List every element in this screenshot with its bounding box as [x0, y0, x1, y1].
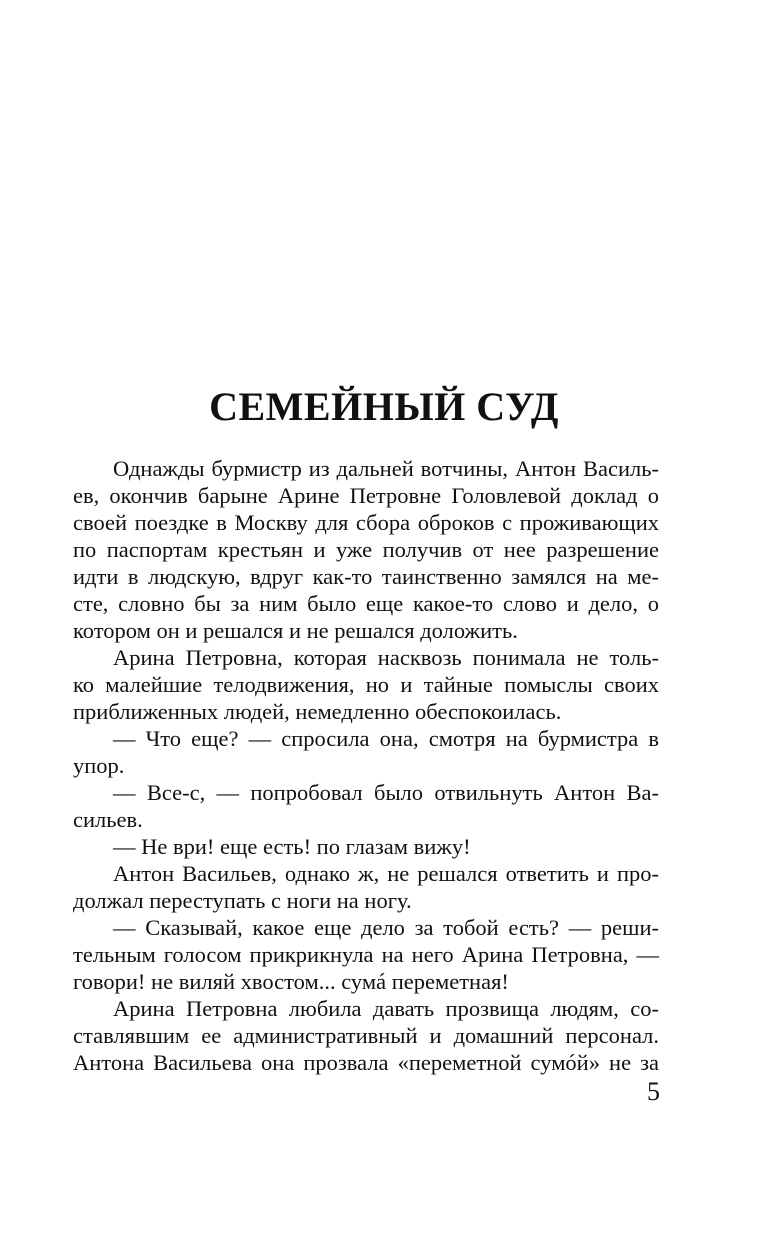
text-line: сте, словно бы за ним было еще какое-то слово и дело, о — [73, 591, 659, 616]
text-line: ко малейшие телодвижения, но и тайные помыслы своих — [73, 672, 659, 697]
text-line: говори! не виляй хвостом... сумá переметная! — [73, 969, 509, 994]
text-line: котором он и решался и не решался доложить. — [73, 618, 518, 643]
text-line: тельным голосом прикрикнула на него Арина Петровна, — — [73, 942, 659, 967]
text-line: приближенных людей, немедленно обеспокоилась. — [73, 699, 562, 724]
text-line: идти в людскую, вдруг как-то таинственно замялся на ме- — [73, 564, 659, 589]
text-line: ев, окончив барыне Арине Петровне Головлевой доклад о — [73, 483, 659, 508]
body-text — [73, 455, 659, 1076]
text-line: сильев. — [73, 807, 143, 832]
chapter-title: СЕМЕЙНЫЙ СУД — [209, 384, 559, 429]
text-line: — Сказывай, какое еще дело за тобой есть? — реши- — [113, 915, 659, 940]
text-line: Однажды бурмистр из дальней вотчины, Антон Василь- — [113, 456, 659, 481]
text-line: Антон Васильев, однако ж, не решался ответить и про- — [113, 861, 659, 886]
text-line: — Не ври! еще есть! по глазам вижу! — [113, 834, 471, 859]
text-line: должал переступать с ноги на ногу. — [73, 888, 412, 913]
text-line: ставлявшим ее административный и домашний персонал. — [73, 1023, 659, 1048]
text-line: своей поездке в Москву для сбора оброков с проживающих — [73, 510, 659, 535]
text-line: упор. — [73, 753, 125, 778]
text-line: по паспортам крестьян и уже получив от нее разрешение — [73, 537, 659, 562]
text-line: Антона Васильева она прозвала «переметной сумóй» не за — [73, 1050, 659, 1075]
text-line: — Все-с, — попробовал было отвильнуть Антон Ва- — [113, 780, 659, 805]
text-line: Арина Петровна любила давать прозвища людям, со- — [113, 996, 659, 1021]
text-line: Арина Петровна, которая насквозь понимала не толь- — [113, 645, 659, 670]
text-line: — Что еще? — спросила она, смотря на бурмистра в — [113, 726, 659, 751]
page-number: 5 — [647, 1077, 660, 1106]
